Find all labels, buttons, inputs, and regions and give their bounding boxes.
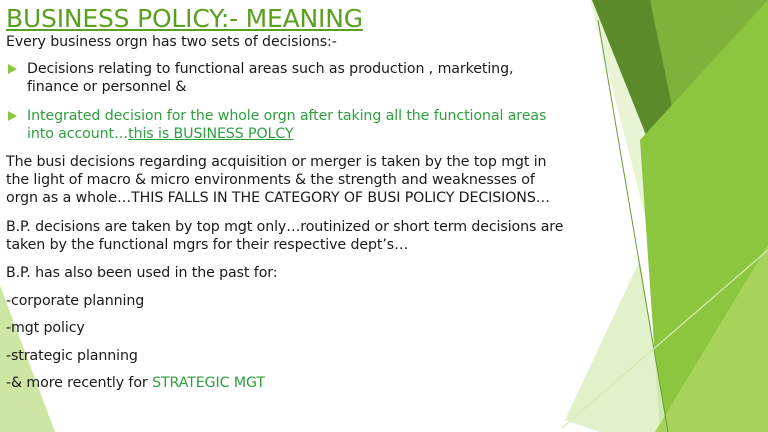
- business-policy-link[interactable]: this is BUSINESS POLCY: [128, 126, 294, 142]
- strategic-mgt-highlight: STRATEGIC MGT: [152, 375, 265, 391]
- paragraph-2-line-2: taken by the functional mgrs for their respective dept’s…: [6, 237, 409, 253]
- paragraph-1-line-1: The busi decisions regarding acquisition or merger is taken by the top mgt in: [6, 154, 547, 170]
- bullet-2-prefix: into account…: [27, 126, 129, 142]
- bullet-1-line-2: finance or personnel &: [27, 79, 187, 95]
- recent-usage-line: [6, 374, 265, 392]
- used-for-item-1: -corporate planning: [6, 293, 145, 309]
- used-for-intro: B.P. has also been used in the past for:: [6, 265, 278, 281]
- bullet-2-line-1: Integrated decision for the whole orgn after taking all the functional areas: [27, 108, 547, 124]
- paragraph-2-line-1: B.P. decisions are taken by top mgt only…routinized or short term decisions are: [6, 219, 564, 235]
- slide-title: BUSINESS POLICY:- MEANING: [6, 4, 363, 33]
- recent-prefix: -& more recently for: [6, 375, 153, 391]
- used-for-item-2: -mgt policy: [6, 320, 85, 336]
- intro-text: Every business orgn has two sets of decisions:-: [6, 34, 337, 50]
- bullet-2-line-2: [27, 125, 597, 143]
- used-for-item-3: -strategic planning: [6, 348, 138, 364]
- triangle-bullet-icon: [8, 64, 17, 74]
- paragraph-1-line-3: orgn as a whole…THIS FALLS IN THE CATEGORY OF BUSI POLICY DECISIONS…: [6, 190, 550, 206]
- bullet-1-line-1: Decisions relating to functional areas such as production , marketing,: [27, 61, 514, 77]
- triangle-bullet-icon: [8, 111, 17, 121]
- paragraph-1-line-2: the light of macro & micro environments & the strength and weaknesses of: [6, 172, 535, 188]
